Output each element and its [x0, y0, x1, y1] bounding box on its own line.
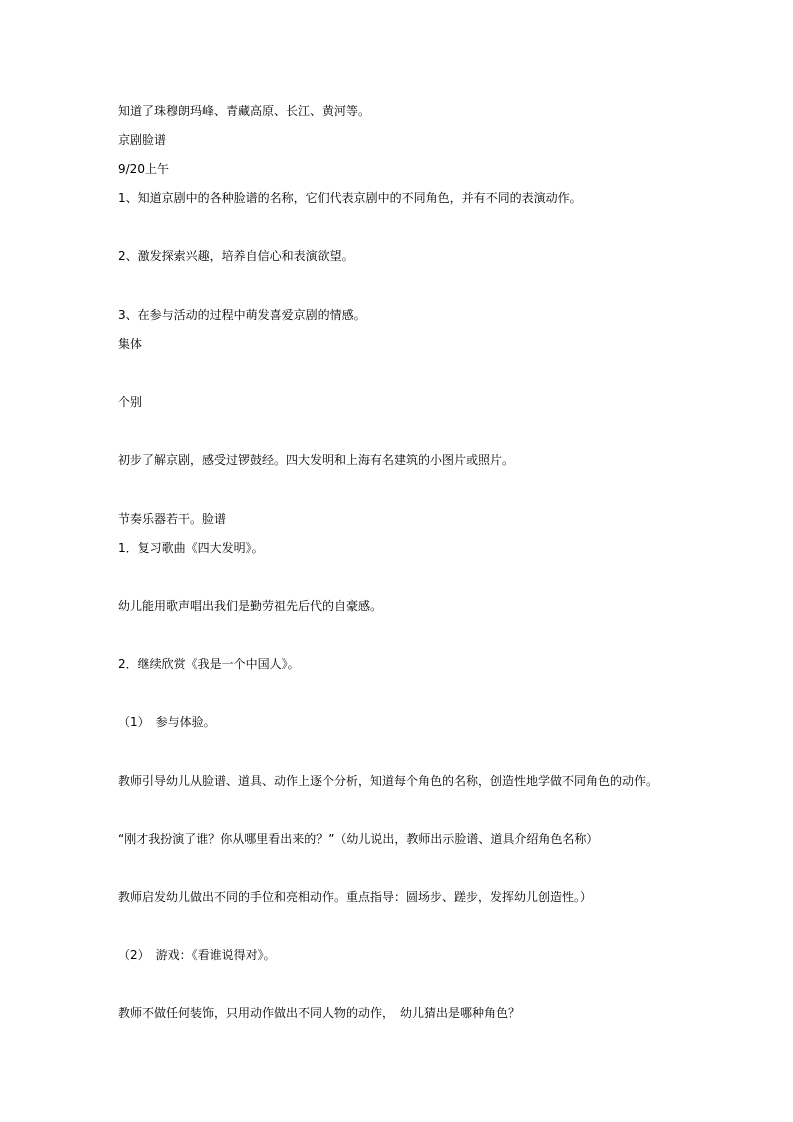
text-line: 教师不做任何装饰，只用动作做出不同人物的动作， 幼儿猜出是哪种角色？ [118, 1006, 521, 1020]
text-line: 2、激发探索兴趣，培养自信心和表演欲望。 [118, 249, 354, 263]
text-line: 1、知道京剧中的各种脸谱的名称，它们代表京剧中的不同角色，并有不同的表演动作。 [118, 191, 582, 205]
text-line: 节奏乐器若干。脸谱 [118, 512, 227, 526]
text-line: 知道了珠穆朗玛峰、青藏高原、长江、黄河等。 [118, 104, 371, 118]
text-line: 京剧脸谱 [118, 133, 167, 147]
text-line: 教师启发幼儿做出不同的手位和亮相动作。重点指导：圆场步、蹉步，发挥幼儿创造性。） [118, 890, 593, 904]
text-line: 初步了解京剧，感受过锣鼓经。四大发明和上海有名建筑的小图片或照片。 [118, 453, 515, 467]
text-line: “刚才我扮演了谁？你从哪里看出来的？”（幼儿说出，教师出示脸谱、道具介绍角色名称） [118, 832, 599, 846]
text-line: 幼儿能用歌声唱出我们是勤劳祖先后代的自豪感。 [118, 599, 383, 613]
text-line: 个别 [118, 395, 143, 409]
text-line: 教师引导幼儿从脸谱、道具、动作上逐个分析，知道每个角色的名称，创造性地学做不同角色的动作。 [118, 774, 659, 788]
text-line: （2） 游戏：《看谁说得对》。 [118, 948, 276, 962]
text-line: 2．继续欣赏《我是一个中国人》。 [118, 657, 300, 671]
text-line: 集体 [118, 337, 143, 351]
text-line: 1．复习歌曲《四大发明》。 [118, 541, 264, 555]
text-line: （1） 参与体验。 [118, 715, 216, 729]
text-line: 3、在参与活动的过程中萌发喜爱京剧的情感。 [118, 308, 366, 322]
text-line: 9/20上午 [118, 162, 169, 176]
